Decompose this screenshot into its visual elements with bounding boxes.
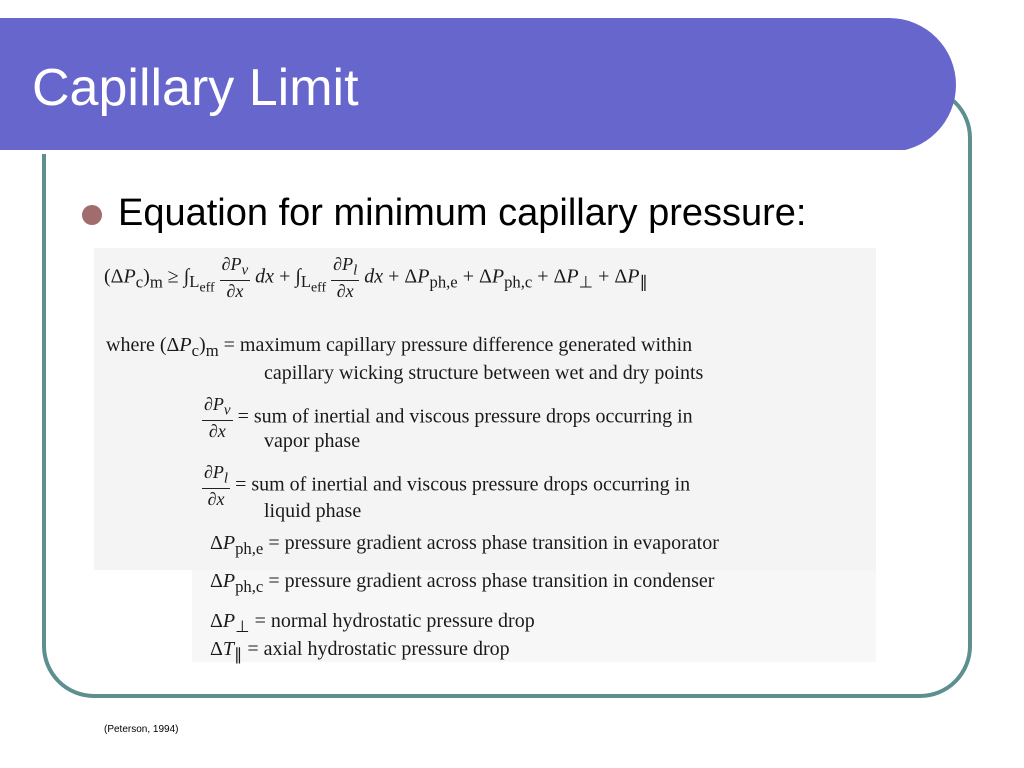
title-underline: [0, 150, 906, 154]
bullet-text: Equation for minimum capillary pressure:: [118, 192, 807, 234]
equation-image: [94, 248, 876, 668]
slide-title: Capillary Limit: [32, 59, 359, 117]
def-capillary-pressure: where $(\Delta P_c)_m$ = maximum capillary pressure difference generated within: [106, 334, 693, 360]
title-bar: [0, 18, 956, 152]
citation: (Peterson, 1994): [104, 724, 179, 735]
bullet-dot-icon: [82, 205, 102, 225]
def-vapor-drop-cont: vapor phase: [264, 430, 361, 452]
def-phase-condenser: $\Delta P_{ph,c}$ = pressure gradient across phase transition in condenser: [210, 570, 715, 596]
def-axial-hydrostatic: $\Delta T_\parallel$ = axial hydrostatic pressure drop: [210, 638, 510, 664]
def-vapor-drop: $\frac{\partial P_v}{\partial x}$ = sum of inertial and viscous pressure drops occurring in: [204, 394, 693, 441]
def-liquid-drop-cont: liquid phase: [264, 500, 362, 522]
main-equation: $(\Delta P_c)_m \ge \int_{L_{eff}}$ $\frac{\partial P_v}{\partial x}$ dx + $\int_{L_{eff}}$ $\frac{\partial P_l}{\partial x}$ dx + $\Delta P_{ph,e} + \Delta P_{ph,c} + \Delta P_\perp + \Delta P_\parallel$: [104, 254, 648, 301]
def-capillary-pressure-cont: capillary wicking structure between wet and dry points: [264, 362, 704, 384]
def-phase-evaporator: $\Delta P_{ph,e}$ = pressure gradient across phase transition in evaporator: [210, 532, 719, 558]
def-liquid-drop: $\frac{\partial P_l}{\partial x}$ = sum of inertial and viscous pressure drops occurring in: [204, 462, 691, 509]
def-normal-hydrostatic: $\Delta P_\perp$ = normal hydrostatic pressure drop: [210, 610, 535, 636]
